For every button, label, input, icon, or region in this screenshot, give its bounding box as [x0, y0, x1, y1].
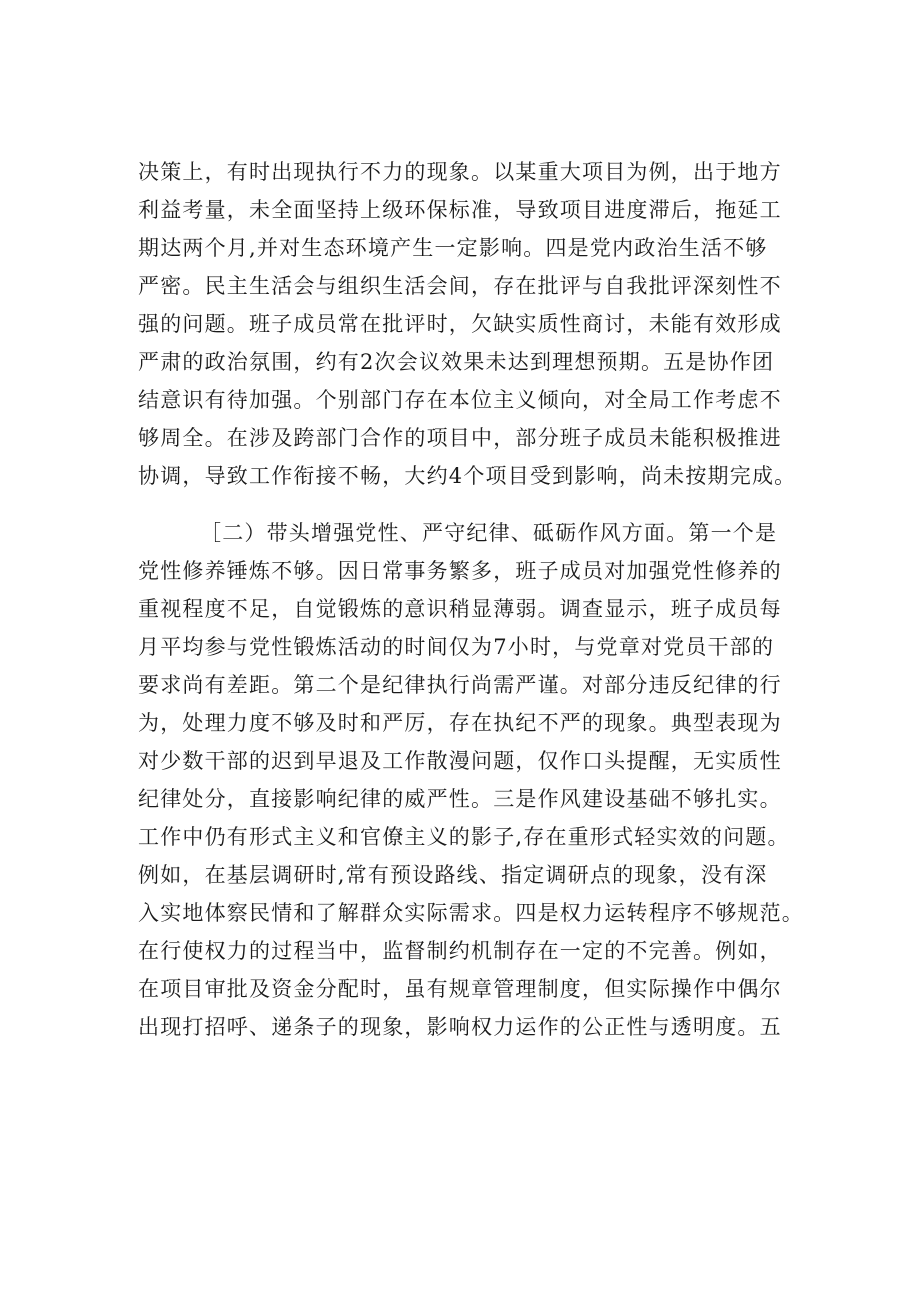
paragraph-1-line-2: 利益考量，未全面坚持上级环保标准，导致项目进度滞后，拖延工 [138, 198, 782, 222]
paragraph-2-line-13: 在项目审批及资金分配时，虽有规章管理制度，但实际操作中偶尔 [138, 977, 782, 1001]
paragraph-2-line-2: 党性修养锤炼不够。因日常事务繁多，班子成员对加强党性修养的 [138, 559, 782, 583]
paragraph-2-line-5: 要求尚有差距。第二个是纪律执行尚需严谨。对部分违反纪律的行 [138, 673, 782, 697]
paragraph-2-line-10: 例如，在基层调研时,常有预设路线、指定调研点的现象，没有深 [138, 863, 768, 887]
paragraph-2-line-11: 入实地体察民情和了解群众实际需求。四是权力运转程序不够规范。 [138, 901, 804, 925]
paragraph-2-line-6: 为，处理力度不够及时和严厉，存在执纪不严的现象。典型表现为 [138, 711, 782, 735]
paragraph-2-line-7: 对少数干部的迟到早退及工作散漫问题，仅作口头提醒，无实质性 [138, 749, 782, 773]
paragraph-1-line-6: 严肃的政治氛围，约有2次会议效果未达到理想预期。五是协作团 [138, 350, 775, 374]
paragraph-2-line-9: 工作中仍有形式主义和官僚主义的影子,存在重形式轻实效的问题。 [138, 825, 790, 849]
paragraph-1-line-7: 结意识有待加强。个别部门存在本位主义倾向，对全局工作考虑不 [138, 388, 782, 412]
paragraph-1-line-4: 严密。民主生活会与组织生活会间，存在批评与自我批评深刻性不 [138, 274, 782, 298]
paragraph-2-line-1: ［二）带头增强党性、严守纪律、砥砺作风方面。第一个是 [200, 521, 778, 545]
paragraph-1-line-5: 强的问题。班子成员常在批评时，欠缺实质性商讨，未能有效形成 [138, 312, 782, 336]
paragraph-2-line-4: 月平均参与党性锻炼活动的时间仅为7小时，与党章对党员干部的 [138, 635, 775, 659]
paragraph-2-line-12: 在行使权力的过程当中，监督制约机制存在一定的不完善。例如， [138, 939, 782, 963]
paragraph-2-line-8: 纪律处分，直接影响纪律的威严性。三是作风建设基础不够扎实。 [138, 787, 782, 811]
paragraph-1-line-1: 决策上，有时出现执行不力的现象。以某重大项目为例，出于地方 [138, 160, 782, 184]
paragraph-1-line-8: 够周全。在涉及跨部门合作的项目中，部分班子成员未能积极推进 [138, 426, 782, 450]
paragraph-2-line-3: 重视程度不足，自觉锻炼的意识稍显薄弱。调查显示，班子成员每 [138, 597, 782, 621]
paragraph-1-line-3: 期达两个月,并对生态环境产生一定影响。四是党内政治生活不够 [138, 236, 768, 260]
paragraph-2-line-14: 出现打招呼、递条子的现象，影响权力运作的公正性与透明度。五 [138, 1015, 782, 1039]
paragraph-1-line-9: 协调，导致工作衔接不畅，大约4个项目受到影响，尚未按期完成。 [138, 464, 797, 488]
